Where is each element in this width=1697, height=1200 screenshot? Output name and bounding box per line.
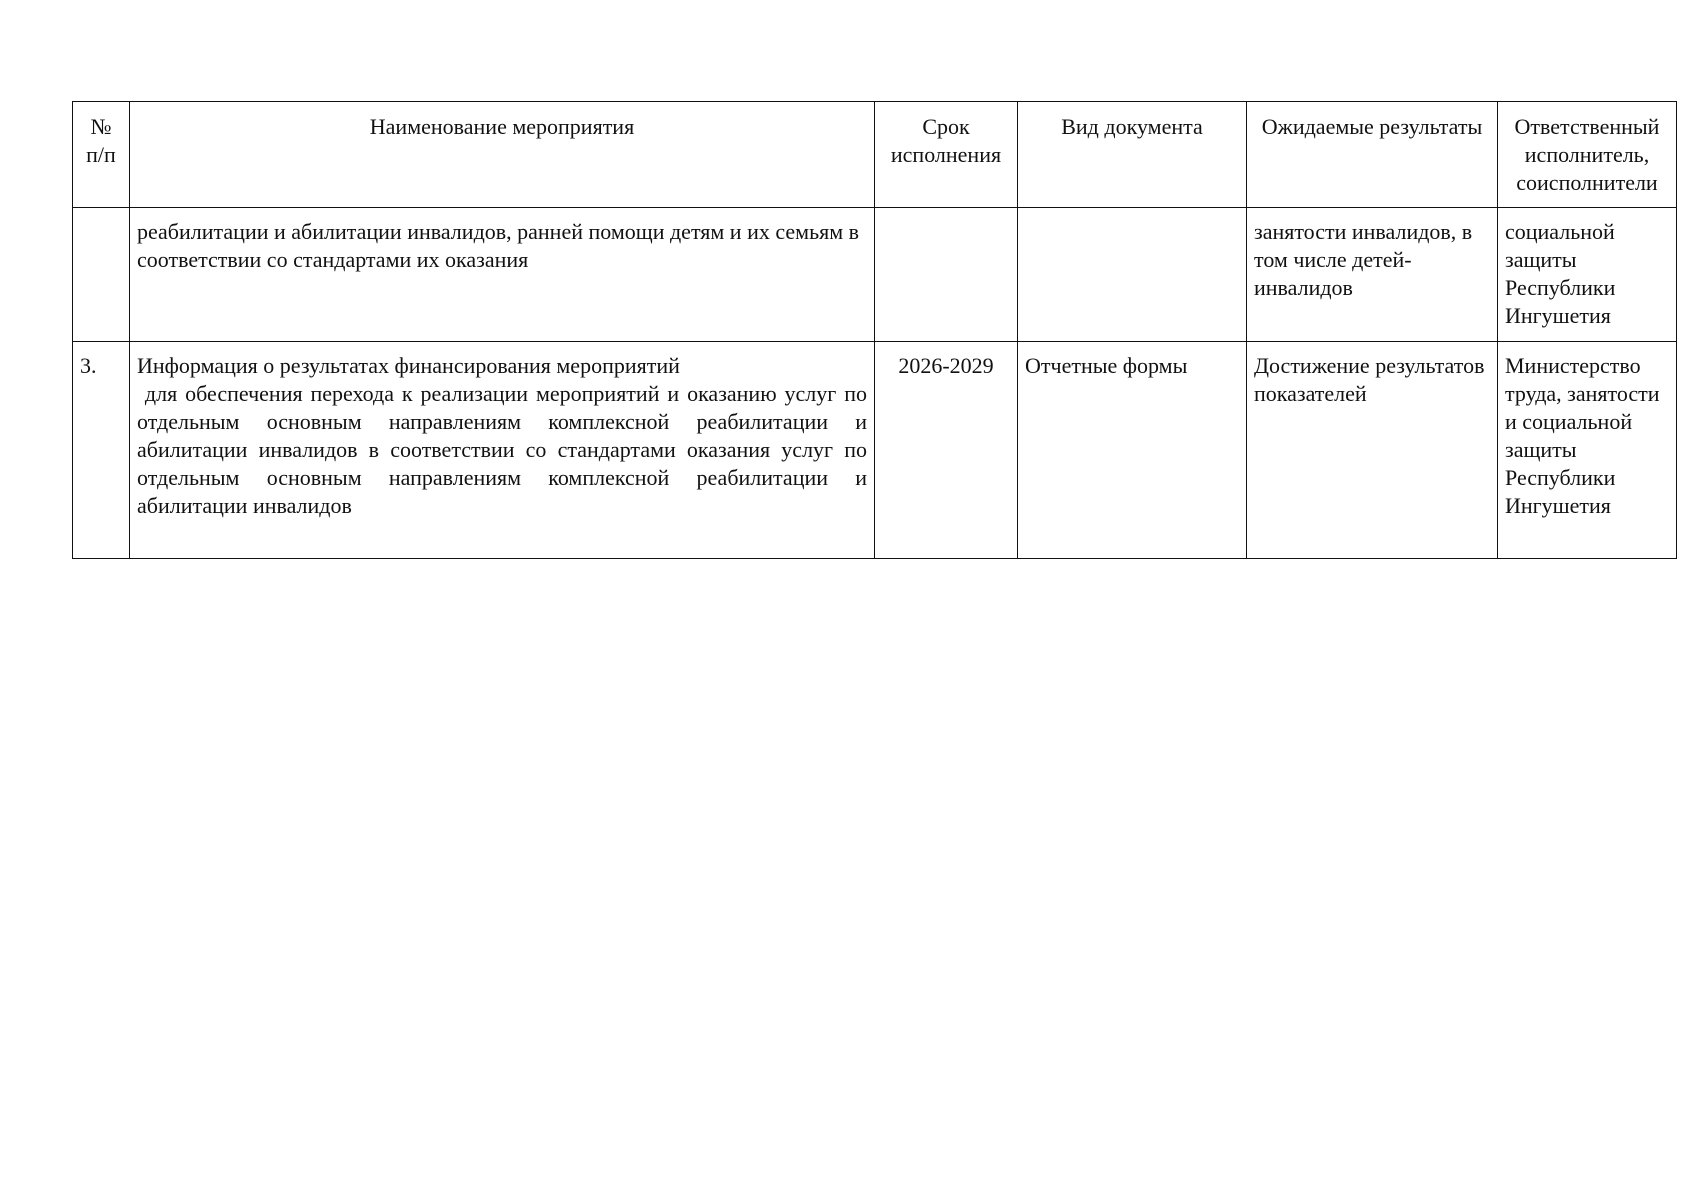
cell-term: 2026-2029 [875, 342, 1018, 559]
header-term: Срок исполнения [875, 102, 1018, 208]
cell-name [130, 342, 875, 559]
cell-name-body: для обеспечения перехода к реализации мероприятий и оказанию услуг по отдельным основным направлениям комплексной реабилитации и абилитации инвалидов в соответствии со стандартами оказания услуг по отдельным основным направлениям комплексной реабилитации и абилитации инвалидов [137, 381, 873, 518]
cell-responsible: социальной защиты Республики Ингушетия [1498, 208, 1677, 342]
cell-num [73, 208, 130, 342]
cell-results: Достижение результатов показателей [1247, 342, 1498, 559]
plan-table [72, 101, 1677, 559]
header-doc: Вид документа [1018, 102, 1247, 208]
header-num: № п/п [73, 102, 130, 208]
cell-doc: Отчетные формы [1018, 342, 1247, 559]
cell-responsible: Министерство труда, занятости и социальной защиты Республики Ингушетия [1498, 342, 1677, 559]
header-responsible: Ответственный исполнитель, соисполнители [1498, 102, 1677, 208]
cell-name-title: Информация о результатах финансирования мероприятий [137, 353, 680, 378]
header-results: Ожидаемые результаты [1247, 102, 1498, 208]
cell-term [875, 208, 1018, 342]
cell-results: занятости инвалидов, в том числе детей-инвалидов [1247, 208, 1498, 342]
table-row [73, 208, 1677, 342]
table-header-row [73, 102, 1677, 208]
header-name: Наименование мероприятия [130, 102, 875, 208]
cell-doc [1018, 208, 1247, 342]
cell-name: реабилитации и абилитации инвалидов, ранней помощи детям и их семьям в соответствии со стандартами их оказания [130, 208, 875, 342]
table-row [73, 342, 1677, 559]
cell-num: 3. [73, 342, 130, 559]
